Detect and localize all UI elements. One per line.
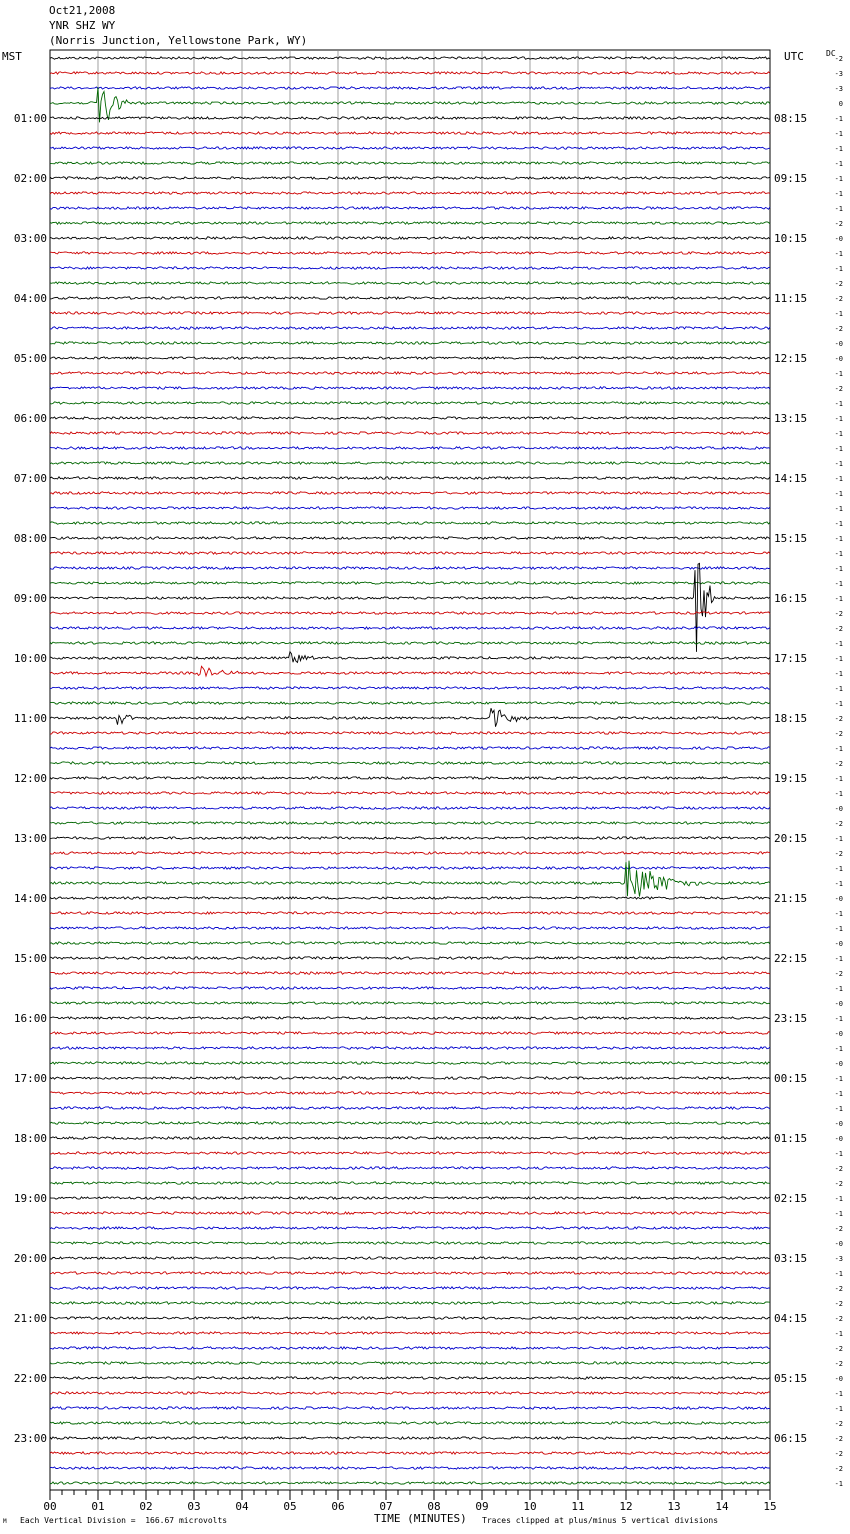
seismic-trace: [50, 666, 770, 676]
dc-offset-value: -1: [834, 985, 843, 993]
seismic-trace: [50, 563, 770, 652]
dc-offset-value: -0: [834, 1375, 843, 1383]
dc-offset-value: -1: [834, 475, 843, 483]
left-hour-label: 10:00: [13, 652, 47, 665]
left-hour-label: 03:00: [13, 232, 47, 245]
left-hour-label: 22:00: [13, 1372, 47, 1385]
dc-offset-value: -2: [834, 385, 843, 393]
x-tick-label: 12: [619, 1500, 633, 1513]
seismic-trace: [50, 207, 770, 209]
seismic-trace: [50, 1032, 770, 1034]
seismic-trace: [50, 708, 770, 727]
dc-offset-header: DC: [826, 49, 836, 58]
dc-offset-value: -0: [834, 1030, 843, 1038]
seismic-trace: [50, 1437, 770, 1439]
dc-offset-value: -2: [834, 55, 843, 63]
dc-offset-value: -1: [834, 1090, 843, 1098]
seismic-trace: [50, 1227, 770, 1229]
x-tick-label: 13: [667, 1500, 681, 1513]
seismic-trace: [50, 762, 770, 764]
seismic-trace: [50, 417, 770, 419]
left-hour-label: 04:00: [13, 292, 47, 305]
dc-offset-value: -2: [834, 715, 843, 723]
dc-offset-value: -2: [834, 1225, 843, 1233]
seismic-trace: [50, 297, 770, 299]
seismic-trace: [50, 972, 770, 974]
seismic-trace: [50, 1167, 770, 1169]
seismic-trace: [50, 1392, 770, 1394]
seismic-trace: [50, 1107, 770, 1109]
right-hour-label: 14:15: [774, 472, 808, 485]
dc-offset-value: 0: [838, 100, 843, 108]
dc-offset-value: -0: [834, 355, 843, 363]
right-hour-label: 00:15: [774, 1072, 808, 1085]
dc-offset-value: -1: [834, 595, 843, 603]
right-hour-label: 09:15: [774, 172, 808, 185]
dc-offset-value: -1: [834, 1480, 843, 1488]
seismic-trace: [50, 582, 770, 584]
dc-offset-value: -1: [834, 370, 843, 378]
dc-offset-value: -2: [834, 280, 843, 288]
seismic-trace: [50, 357, 770, 359]
left-hour-label: 17:00: [13, 1072, 47, 1085]
right-hour-label: 21:15: [774, 892, 808, 905]
scale-note: Each Vertical Division = 166.67 microvolts: [20, 1516, 228, 1525]
seismic-trace: [50, 57, 770, 59]
dc-offset-value: -1: [834, 1015, 843, 1023]
seismic-trace: [50, 192, 770, 194]
seismic-trace: [50, 537, 770, 539]
seismic-trace: [50, 1182, 770, 1184]
seismic-trace: [50, 1122, 770, 1124]
seismic-trace: [50, 1212, 770, 1214]
dc-offset-value: -1: [834, 880, 843, 888]
dc-offset-value: -2: [834, 610, 843, 618]
left-hour-label: 02:00: [13, 172, 47, 185]
left-hour-label: 19:00: [13, 1192, 47, 1205]
x-tick-label: 14: [715, 1500, 729, 1513]
dc-offset-value: -2: [834, 1345, 843, 1353]
seismic-trace: [50, 1347, 770, 1349]
dc-offset-value: -1: [834, 655, 843, 663]
dc-offset-value: -2: [834, 850, 843, 858]
x-tick-label: 05: [283, 1500, 297, 1513]
right-hour-label: 15:15: [774, 532, 808, 545]
left-hour-label: 13:00: [13, 832, 47, 845]
seismic-trace: [50, 612, 770, 614]
seismic-trace: [50, 1422, 770, 1424]
clip-note: Traces clipped at plus/minus 5 vertical divisions: [482, 1516, 719, 1525]
left-hour-label: 14:00: [13, 892, 47, 905]
seismic-trace: [50, 822, 770, 824]
dc-offset-value: -1: [834, 1105, 843, 1113]
dc-offset-value: -1: [834, 1390, 843, 1398]
left-timezone-label: MST: [2, 50, 22, 63]
dc-offset-value: -2: [834, 1285, 843, 1293]
dc-offset-value: -1: [834, 1045, 843, 1053]
right-hour-label: 04:15: [774, 1312, 808, 1325]
seismic-trace: [50, 747, 770, 749]
dc-offset-value: -1: [834, 865, 843, 873]
x-tick-label: 11: [571, 1500, 585, 1513]
x-tick-label: 02: [139, 1500, 153, 1513]
seismic-trace: [50, 522, 770, 524]
seismic-trace: [50, 1017, 770, 1019]
corner-mark: M: [3, 1518, 7, 1525]
seismic-trace: [50, 627, 770, 629]
dc-offset-value: -1: [834, 265, 843, 273]
seismic-trace: [50, 942, 770, 944]
right-hour-label: 17:15: [774, 652, 808, 665]
seismic-trace: [50, 1092, 770, 1094]
right-hour-label: 16:15: [774, 592, 808, 605]
seismic-trace: [50, 1377, 770, 1379]
dc-offset-value: -1: [834, 910, 843, 918]
seismic-trace: [50, 1467, 770, 1469]
seismic-trace: [50, 1302, 770, 1304]
right-hour-label: 18:15: [774, 712, 808, 725]
dc-offset-value: -1: [834, 175, 843, 183]
x-tick-label: 08: [427, 1500, 441, 1513]
left-hour-label: 21:00: [13, 1312, 47, 1325]
dc-offset-value: -1: [834, 310, 843, 318]
dc-offset-value: -1: [834, 505, 843, 513]
left-hour-label: 20:00: [13, 1252, 47, 1265]
dc-offset-value: -1: [834, 1210, 843, 1218]
dc-offset-value: -2: [834, 1165, 843, 1173]
right-hour-label: 12:15: [774, 352, 808, 365]
seismic-trace: [50, 432, 770, 434]
left-hour-label: 09:00: [13, 592, 47, 605]
x-tick-label: 07: [379, 1500, 393, 1513]
left-hour-label: 23:00: [13, 1432, 47, 1445]
seismic-trace: [50, 327, 770, 329]
right-hour-label: 08:15: [774, 112, 808, 125]
dc-offset-value: -1: [834, 250, 843, 258]
right-hour-label: 11:15: [774, 292, 808, 305]
seismic-trace: [50, 147, 770, 149]
seismic-trace: [50, 387, 770, 389]
seismic-trace: [50, 1152, 770, 1154]
dc-offset-value: -3: [834, 85, 843, 93]
seismic-trace: [50, 1407, 770, 1409]
dc-offset-value: -1: [834, 430, 843, 438]
right-hour-label: 23:15: [774, 1012, 808, 1025]
seismic-trace: [50, 312, 770, 314]
dc-offset-value: -1: [834, 745, 843, 753]
x-tick-label: 15: [763, 1500, 777, 1513]
seismic-trace: [50, 402, 770, 404]
dc-offset-value: -1: [834, 445, 843, 453]
dc-offset-value: -1: [834, 1150, 843, 1158]
dc-offset-value: -1: [834, 535, 843, 543]
dc-offset-value: -1: [834, 205, 843, 213]
dc-offset-value: -2: [834, 1435, 843, 1443]
dc-offset-value: -2: [834, 1180, 843, 1188]
seismic-trace: [50, 72, 770, 74]
dc-offset-value: -0: [834, 340, 843, 348]
seismic-trace: [50, 237, 770, 239]
seismic-trace: [50, 1047, 770, 1049]
seismic-trace: [50, 1317, 770, 1319]
left-hour-label: 06:00: [13, 412, 47, 425]
dc-offset-value: -1: [834, 400, 843, 408]
dc-offset-value: -1: [834, 460, 843, 468]
plot-date: Oct21,2008: [49, 4, 116, 17]
seismic-trace: [50, 282, 770, 284]
seismic-trace: [50, 652, 770, 663]
dc-offset-value: -1: [834, 700, 843, 708]
dc-offset-value: -1: [834, 580, 843, 588]
seismic-trace: [50, 687, 770, 689]
seismic-trace: [50, 927, 770, 929]
dc-offset-value: -2: [834, 760, 843, 768]
seismic-trace: [50, 162, 770, 164]
seismic-trace: [50, 777, 770, 779]
seismic-trace: [50, 117, 770, 119]
seismic-trace: [50, 447, 770, 449]
seismic-trace: [50, 252, 770, 254]
seismic-trace: [50, 1362, 770, 1364]
seismic-trace: [50, 912, 770, 914]
right-hour-label: 03:15: [774, 1252, 808, 1265]
x-tick-label: 09: [475, 1500, 489, 1513]
seismic-trace: [50, 1242, 770, 1244]
left-hour-label: 07:00: [13, 472, 47, 485]
dc-offset-value: -1: [834, 520, 843, 528]
right-hour-label: 22:15: [774, 952, 808, 965]
dc-offset-value: -2: [834, 1315, 843, 1323]
dc-offset-value: -1: [834, 565, 843, 573]
x-axis-title: TIME (MINUTES): [374, 1512, 467, 1525]
seismic-trace: [50, 732, 770, 734]
right-hour-label: 06:15: [774, 1432, 808, 1445]
seismic-trace: [50, 552, 770, 554]
dc-offset-value: -2: [834, 325, 843, 333]
dc-offset-value: -3: [834, 70, 843, 78]
right-hour-label: 01:15: [774, 1132, 808, 1145]
dc-offset-value: -1: [834, 415, 843, 423]
dc-offset-value: -1: [834, 640, 843, 648]
dc-offset-value: -1: [834, 130, 843, 138]
dc-offset-value: -1: [834, 955, 843, 963]
seismic-trace: [50, 987, 770, 989]
dc-offset-value: -1: [834, 1405, 843, 1413]
dc-offset-value: -1: [834, 835, 843, 843]
dc-offset-value: -1: [834, 925, 843, 933]
dc-offset-value: -0: [834, 895, 843, 903]
dc-offset-value: -2: [834, 730, 843, 738]
dc-offset-value: -3: [834, 1255, 843, 1263]
seismic-trace: [50, 222, 770, 224]
seismic-trace: [50, 1287, 770, 1289]
dc-offset-value: -1: [834, 1195, 843, 1203]
seismic-trace: [50, 837, 770, 839]
x-tick-label: 10: [523, 1500, 537, 1513]
right-hour-label: 02:15: [774, 1192, 808, 1205]
seismic-trace: [50, 177, 770, 179]
right-hour-label: 13:15: [774, 412, 808, 425]
dc-offset-value: -1: [834, 1330, 843, 1338]
x-tick-label: 01: [91, 1500, 105, 1513]
right-hour-label: 05:15: [774, 1372, 808, 1385]
dc-offset-value: -1: [834, 775, 843, 783]
left-hour-label: 15:00: [13, 952, 47, 965]
dc-offset-value: -0: [834, 1120, 843, 1128]
left-hour-label: 11:00: [13, 712, 47, 725]
dc-offset-value: -1: [834, 550, 843, 558]
dc-offset-value: -2: [834, 1465, 843, 1473]
x-tick-label: 04: [235, 1500, 249, 1513]
seismic-trace: [50, 1062, 770, 1064]
seismic-trace: [50, 957, 770, 959]
dc-offset-value: -2: [834, 220, 843, 228]
seismic-trace: [50, 342, 770, 344]
seismic-trace: [50, 642, 770, 644]
dc-offset-value: -1: [834, 1270, 843, 1278]
left-hour-label: 05:00: [13, 352, 47, 365]
dc-offset-value: -0: [834, 1240, 843, 1248]
x-tick-label: 03: [187, 1500, 201, 1513]
left-hour-label: 18:00: [13, 1132, 47, 1145]
seismic-trace: [50, 372, 770, 374]
x-tick-label: 06: [331, 1500, 345, 1513]
right-hour-label: 10:15: [774, 232, 808, 245]
seismic-trace: [50, 702, 770, 704]
dc-offset-value: -2: [834, 295, 843, 303]
left-hour-label: 16:00: [13, 1012, 47, 1025]
dc-offset-value: -1: [834, 490, 843, 498]
dc-offset-value: -1: [834, 190, 843, 198]
left-hour-label: 12:00: [13, 772, 47, 785]
seismic-trace: [50, 852, 770, 854]
dc-offset-value: -0: [834, 235, 843, 243]
seismic-trace: [50, 1137, 770, 1139]
seismic-trace: [50, 1452, 770, 1454]
seismic-trace: [50, 897, 770, 899]
dc-offset-value: -1: [834, 790, 843, 798]
seismic-trace: [50, 132, 770, 134]
dc-offset-value: -0: [834, 1060, 843, 1068]
left-hour-label: 08:00: [13, 532, 47, 545]
dc-offset-value: -2: [834, 1360, 843, 1368]
seismic-trace: [50, 1272, 770, 1274]
seismic-trace: [50, 861, 770, 897]
seismic-trace: [50, 807, 770, 809]
seismic-trace: [50, 87, 770, 89]
dc-offset-value: -0: [834, 805, 843, 813]
station-location: (Norris Junction, Yellowstone Park, WY): [49, 34, 308, 47]
dc-offset-value: -1: [834, 160, 843, 168]
seismic-trace: [50, 1332, 770, 1334]
seismic-trace: [50, 267, 770, 269]
dc-offset-value: -0: [834, 1000, 843, 1008]
dc-offset-value: -1: [834, 145, 843, 153]
right-hour-label: 20:15: [774, 832, 808, 845]
seismic-trace: [50, 492, 770, 494]
dc-offset-value: -2: [834, 1420, 843, 1428]
seismic-trace: [50, 462, 770, 464]
left-hour-label: 01:00: [13, 112, 47, 125]
station-code: YNR SHZ WY: [49, 19, 116, 32]
seismic-trace: [50, 1482, 770, 1484]
seismic-trace: [50, 1197, 770, 1199]
dc-offset-value: -0: [834, 940, 843, 948]
seismic-trace: [50, 1077, 770, 1079]
seismic-trace: [50, 867, 770, 869]
dc-offset-value: -2: [834, 1300, 843, 1308]
seismic-trace: [50, 477, 770, 479]
dc-offset-value: -2: [834, 970, 843, 978]
dc-offset-value: -1: [834, 115, 843, 123]
dc-offset-value: -2: [834, 820, 843, 828]
seismic-trace: [50, 567, 770, 569]
seismic-trace: [50, 1002, 770, 1004]
right-timezone-label: UTC: [784, 50, 804, 63]
dc-offset-value: -2: [834, 625, 843, 633]
right-hour-label: 19:15: [774, 772, 808, 785]
seismic-trace: [50, 792, 770, 794]
dc-offset-value: -1: [834, 670, 843, 678]
x-tick-label: 00: [43, 1500, 57, 1513]
seismic-trace: [50, 507, 770, 509]
dc-offset-value: -1: [834, 685, 843, 693]
dc-offset-value: -0: [834, 1135, 843, 1143]
dc-offset-value: -2: [834, 1450, 843, 1458]
seismic-trace: [50, 1257, 770, 1259]
dc-offset-value: -1: [834, 1075, 843, 1083]
